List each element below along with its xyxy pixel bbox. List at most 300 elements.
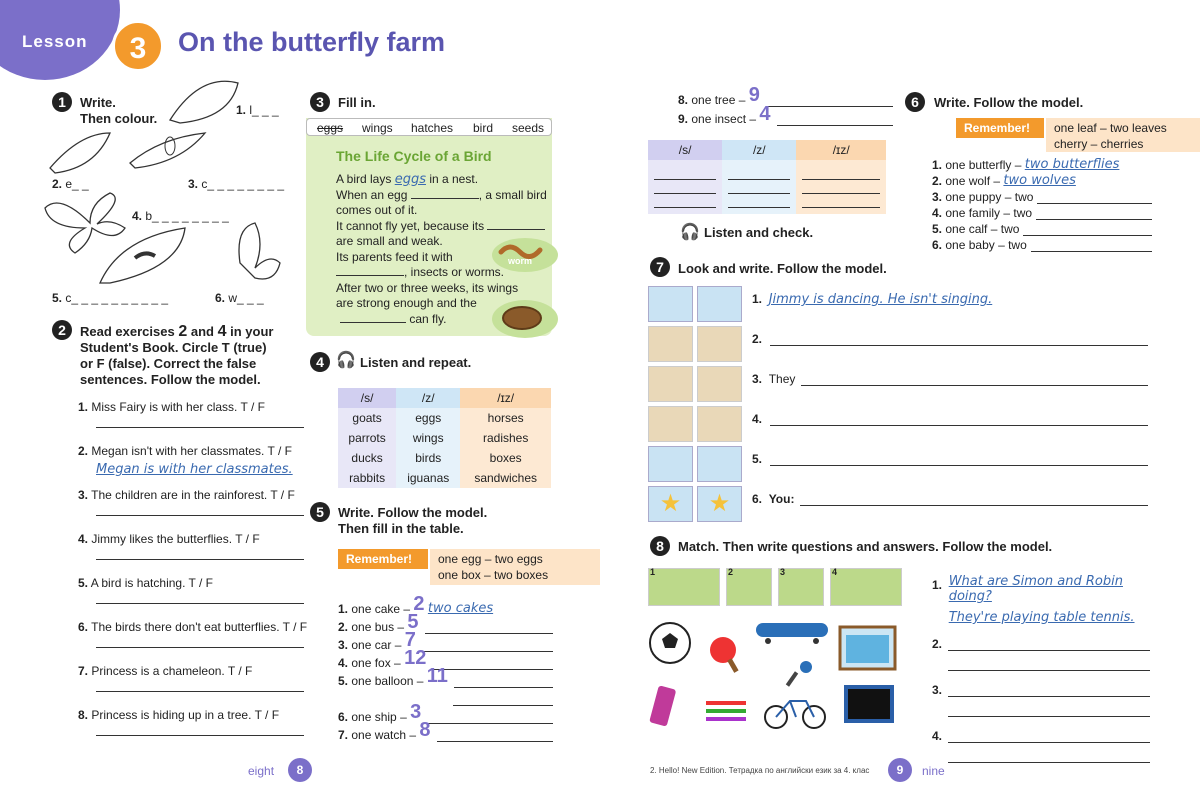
table-header: /s/: [338, 388, 396, 408]
item-number: 3.: [932, 190, 943, 204]
exercise-1-title-line: Write.: [80, 95, 116, 110]
exercise-5-continued-list: [678, 84, 893, 126]
item-number: 1.: [752, 292, 763, 306]
answer-line[interactable]: [422, 638, 553, 652]
ex1-item-6: [215, 291, 264, 305]
pencils-icon: [706, 701, 746, 721]
list-item: [932, 574, 1150, 625]
item-text: The birds there don't eat butterflies.: [91, 620, 280, 634]
exercise-7-pictures: [648, 286, 748, 522]
exercise-6-list: [932, 156, 1152, 252]
list-item: [678, 103, 893, 126]
remember-label: Remember!: [338, 549, 428, 569]
blank-line[interactable]: [487, 229, 545, 230]
table-tennis-bat-icon: [710, 637, 739, 673]
answer-line[interactable]: [425, 620, 553, 634]
text-fragment: comes out of it.: [336, 203, 418, 217]
picture-pair: [648, 446, 748, 482]
item-blank: l_ _ _: [249, 103, 279, 117]
text-fragment: It cannot fly yet, because its: [336, 218, 485, 233]
item-number: 8.: [78, 708, 89, 722]
headphones-icon: 🎧: [336, 352, 356, 369]
nest-icon: [502, 306, 542, 330]
item-number: 3.: [78, 488, 89, 502]
answer-line[interactable]: [96, 678, 304, 692]
list-item: [78, 444, 308, 488]
item-number: 2.: [78, 444, 89, 458]
exercise-5-number: 5: [310, 502, 330, 522]
true-false-choice[interactable]: T / F: [267, 444, 292, 458]
exercise-4-number: 4: [310, 352, 330, 372]
item-quantity: 5: [407, 611, 419, 633]
word-bank-word: hatches: [411, 121, 454, 135]
item-blank: c_ _ _ _ _ _ _ _ _ _: [65, 291, 169, 305]
dancing-picture: [648, 286, 693, 322]
item-blank: c_ _ _ _ _ _ _ _: [201, 177, 285, 191]
answer-line[interactable]: [948, 729, 1150, 743]
item-number: 4.: [78, 532, 89, 546]
page-number-right: 9: [888, 758, 912, 782]
text-fragment: are strong enough and the: [336, 296, 477, 310]
text-fragment: in a nest.: [429, 172, 479, 186]
item-text: Princess is hiding up in a tree.: [91, 708, 252, 722]
table-cell[interactable]: [796, 160, 886, 214]
chrysalis-drawing: [165, 137, 175, 155]
ex1-item-5: [52, 291, 168, 305]
list-item: [752, 492, 1148, 532]
word-bank-word: seeds: [512, 121, 545, 135]
page-number-left: 8: [288, 758, 312, 782]
item-number: 3.: [752, 372, 763, 386]
list-item: [752, 452, 1148, 492]
answer-line[interactable]: [1037, 190, 1152, 204]
title-text: sentences. Follow the model.: [80, 372, 261, 387]
answer-line[interactable]: [770, 452, 1148, 466]
ex1-item-4: [132, 209, 229, 223]
true-false-choice[interactable]: T / F: [227, 664, 253, 678]
answer-line[interactable]: [948, 637, 1150, 651]
children-picture-3: [778, 568, 824, 606]
exercise-7-list: [752, 292, 1148, 532]
item-number: 1.: [236, 103, 247, 117]
football-icon: [650, 623, 690, 663]
answer-line[interactable]: [454, 674, 553, 688]
item-quantity: 12: [404, 647, 427, 669]
answer-line[interactable]: [948, 749, 1150, 763]
list-item: [752, 292, 1148, 332]
table-cell[interactable]: [722, 160, 796, 214]
remember-label: Remember!: [956, 118, 1044, 138]
answer-line[interactable]: [1023, 222, 1152, 236]
swimming-pool-icon: [840, 627, 895, 669]
answer-line[interactable]: [801, 372, 1148, 386]
exercise-1-number: 1: [52, 92, 72, 112]
item-text: one car –: [351, 638, 402, 652]
picture-pair: [648, 366, 748, 402]
title-text: and: [190, 324, 214, 339]
microphone-icon: [786, 661, 812, 687]
answer-question[interactable]: What are Simon and Robin doing?: [948, 574, 1123, 604]
fill-sounds-table: [648, 140, 886, 214]
picture-number: 1: [650, 567, 656, 577]
answer-line[interactable]: [96, 546, 304, 560]
answer-line[interactable]: [96, 502, 304, 516]
picture-pair: [648, 406, 748, 442]
word-bank-word: eggs: [317, 121, 344, 135]
mobile-phone-icon: [649, 685, 676, 726]
answer-text[interactable]: eggs: [394, 172, 426, 187]
list-item: [752, 332, 1148, 372]
title-number: 4: [217, 323, 227, 340]
item-number: 4.: [932, 729, 943, 743]
item-text: one puppy – two: [945, 190, 1034, 204]
item-number: 2.: [932, 174, 943, 188]
running-picture: [648, 406, 693, 442]
item-number: 4.: [132, 209, 143, 223]
list-item: [932, 188, 1152, 204]
item-quantity: 7: [404, 629, 416, 651]
answer-line[interactable]: [770, 412, 1148, 426]
remember-rule: one leaf – two leaves: [1054, 121, 1167, 135]
item-text: Jimmy likes the butterflies.: [91, 532, 233, 546]
exercise-8-title: Match. Then write questions and answers. Follow the model.: [678, 539, 1053, 554]
item-number: 1.: [932, 578, 943, 592]
item-number: 6.: [78, 620, 89, 634]
picture-number: 4: [832, 567, 838, 577]
star-icon: ★: [648, 486, 693, 522]
remember-rule: cherry – cherries: [1054, 137, 1144, 151]
reading-picture: [697, 446, 742, 482]
answer-line[interactable]: [770, 332, 1148, 346]
answer-line[interactable]: [766, 93, 893, 107]
exercise-3-title: Fill in.: [338, 95, 376, 110]
text-fragment: , a small bird: [478, 187, 547, 202]
flute-picture: [648, 366, 693, 402]
item-text: A bird is hatching.: [90, 576, 186, 590]
list-item: [78, 576, 308, 620]
list-item: [78, 488, 308, 532]
phone-picture: [648, 446, 693, 482]
exercise-5-list: [338, 593, 553, 742]
table-header: /z/: [396, 388, 460, 408]
remember-box: [430, 549, 600, 585]
true-false-choice[interactable]: T / F: [254, 708, 280, 722]
list-item: [338, 629, 553, 652]
answer-text[interactable]: Megan is with her classmates.: [96, 462, 293, 477]
item-number: 4.: [752, 412, 763, 426]
item-text: one baby – two: [945, 238, 1027, 252]
exercise-8-list: [932, 574, 1150, 763]
true-false-choice[interactable]: T / F: [282, 620, 308, 634]
item-text: one watch –: [351, 728, 417, 742]
item-quantity: 4: [759, 103, 771, 125]
ex1-item-1: [236, 103, 279, 117]
text-fragment: are small and weak.: [336, 234, 443, 248]
item-number: 9.: [678, 112, 689, 126]
exercise-1-title-line: Then colour.: [80, 111, 158, 126]
children-picture-4: [830, 568, 902, 606]
exercise-2-title: [80, 324, 300, 388]
table-header: /ɪz/: [460, 388, 551, 408]
item-text: one wolf –: [945, 174, 1001, 188]
activity-objects: [648, 615, 903, 730]
item-text: Princess is a chameleon.: [91, 664, 225, 678]
item-number: 1.: [78, 400, 89, 414]
item-number: 7.: [78, 664, 89, 678]
ex1-item-3: [188, 177, 284, 191]
item-text: one tree –: [691, 93, 746, 107]
ex1-item-2: [52, 177, 89, 191]
list-item: [932, 156, 1152, 172]
word-bank-word: bird: [473, 121, 494, 135]
drawing-picture: [697, 326, 742, 362]
item-number: 1.: [932, 158, 943, 172]
item-number: 5.: [932, 222, 943, 236]
table-cell[interactable]: [648, 160, 722, 214]
list-item: [932, 172, 1152, 188]
item-number: 3.: [338, 638, 349, 652]
caterpillar-drawing: [135, 253, 155, 258]
exercise-7-number: 7: [650, 257, 670, 277]
table-cell: wings: [396, 428, 460, 448]
item-number: 5.: [52, 291, 63, 305]
skateboard-icon: [756, 623, 828, 644]
exercise-2-list: [78, 400, 308, 752]
text-fragment: Its parents feed it with: [336, 249, 453, 264]
title-text: Student's Book. Circle T (true): [80, 340, 267, 355]
answer-line[interactable]: [96, 414, 304, 428]
title-text: Write. Follow the model.: [338, 505, 488, 520]
star-icon: ★: [697, 486, 742, 522]
blank-line[interactable]: [411, 198, 479, 199]
item-number: 4.: [932, 206, 943, 220]
item-number: 5.: [78, 576, 89, 590]
item-blank: w_ _ _: [228, 291, 264, 305]
list-item: [78, 620, 308, 664]
text-fragment: After two or three weeks, its wings: [336, 280, 519, 295]
item-number: 5.: [752, 452, 763, 466]
answer-line[interactable]: [948, 657, 1150, 671]
exercise-6-title: Write. Follow the model.: [934, 95, 1084, 110]
item-number: 2.: [932, 637, 943, 651]
lesson-number: 3: [112, 20, 164, 72]
text-fragment: can fly.: [409, 311, 447, 326]
table-cell: goats: [338, 408, 396, 428]
answer-line[interactable]: [427, 710, 553, 724]
blank-line[interactable]: [340, 322, 406, 323]
item-text: Megan isn't with her classmates.: [91, 444, 265, 458]
answer-line[interactable]: [1036, 206, 1152, 220]
list-item: [752, 372, 1148, 412]
answer-line[interactable]: [453, 692, 553, 706]
television-icon: [844, 685, 894, 723]
page-word-right: nine: [922, 764, 945, 778]
text-fragment: A bird lays: [336, 172, 392, 186]
table-header: /z/: [722, 140, 796, 160]
list-item: [78, 400, 308, 444]
list-item: [78, 532, 308, 576]
exercise-2-number: 2: [52, 320, 72, 340]
answer-line[interactable]: [948, 703, 1150, 717]
item-text: one calf – two: [945, 222, 1020, 236]
lesson-label: Lesson: [22, 32, 88, 51]
list-item: [78, 708, 308, 752]
answer-text[interactable]: two cakes: [427, 601, 494, 616]
list-item: [932, 683, 1150, 717]
table-cell: birds: [396, 448, 460, 468]
item-number: 2.: [52, 177, 63, 191]
item-text: one insect –: [691, 112, 757, 126]
tennis-picture: [697, 406, 742, 442]
answer-line[interactable]: [96, 634, 304, 648]
listen-and-check: Listen and check.: [704, 225, 814, 240]
true-false-choice[interactable]: T / F: [235, 532, 260, 546]
remember-rule: one box – two boxes: [438, 568, 549, 582]
table-cell: ducks: [338, 448, 396, 468]
exercise-8-number: 8: [650, 536, 670, 556]
item-number: 4.: [338, 656, 349, 670]
table-cell: sandwiches: [460, 468, 551, 488]
list-item: [78, 664, 308, 708]
item-text: You:: [768, 492, 795, 506]
true-false-choice[interactable]: T / F: [188, 576, 213, 590]
item-quantity: 2: [413, 593, 425, 615]
title-text: Read exercises: [80, 324, 175, 339]
blank-line[interactable]: [336, 275, 404, 276]
item-number: 3.: [932, 683, 943, 697]
bicycle-icon: [765, 701, 825, 728]
picture-number: 3: [780, 567, 786, 577]
title-text: Then fill in the table.: [338, 521, 464, 536]
answer-line[interactable]: [800, 492, 1148, 506]
title-text: in your: [230, 324, 274, 339]
list-item: [932, 220, 1152, 236]
piano-picture: [648, 326, 693, 362]
list-item: [338, 611, 553, 634]
leaf-drawing: [170, 81, 238, 123]
page-title: On the butterfly farm: [178, 27, 446, 57]
answer-line[interactable]: [948, 683, 1150, 697]
children-pictures: [648, 568, 902, 606]
exercise-5-title: [338, 505, 487, 537]
answer-text[interactable]: two butterflies: [1024, 157, 1120, 172]
list-item: [338, 665, 553, 688]
dancing-girls-picture: [697, 366, 742, 402]
word-bank: [306, 118, 552, 136]
word-bank-word: wings: [362, 121, 393, 135]
butterfly-drawing: [45, 193, 125, 253]
text-fragment: When an egg: [336, 187, 408, 202]
exercise-4-title: Listen and repeat.: [360, 355, 472, 370]
answer-text[interactable]: two wolves: [1003, 173, 1076, 188]
table-cell: eggs: [396, 408, 460, 428]
item-number: 6.: [752, 492, 763, 506]
item-quantity: 11: [426, 665, 448, 687]
life-cycle-title: The Life Cycle of a Bird: [336, 148, 492, 164]
item-number: 6.: [932, 238, 943, 252]
item-quantity: 3: [410, 701, 422, 723]
text-fragment: , insects or worms.: [404, 265, 505, 279]
page-word-left: eight: [248, 764, 275, 778]
true-false-choice[interactable]: T / F: [270, 488, 295, 502]
item-text: one fox –: [351, 656, 401, 670]
table-cell: parrots: [338, 428, 396, 448]
list-item: [338, 701, 553, 724]
item-text: one cake –: [351, 602, 411, 616]
picture-pair: [648, 486, 748, 522]
item-text: They: [768, 372, 796, 386]
worm-label: worm: [508, 256, 533, 266]
table-cell: rabbits: [338, 468, 396, 488]
list-item: [932, 729, 1150, 763]
title-text: or F (false). Correct the false: [80, 356, 257, 371]
item-number: 2.: [338, 620, 349, 634]
picture-number: 2: [728, 567, 734, 577]
item-text: one ship –: [351, 710, 407, 724]
true-false-choice[interactable]: T / F: [240, 400, 265, 414]
list-item: [338, 593, 553, 616]
answer-line[interactable]: [1031, 238, 1152, 252]
table-header: /s/: [648, 140, 722, 160]
table-cell: horses: [460, 408, 551, 428]
item-text: one bus –: [351, 620, 405, 634]
children-picture-1: [648, 568, 720, 606]
list-item: [338, 688, 553, 706]
headphones-icon: 🎧: [680, 224, 700, 241]
item-number: 7.: [338, 728, 349, 742]
table-cell: radishes: [460, 428, 551, 448]
item-number: 6.: [215, 291, 226, 305]
answer-line[interactable]: [437, 728, 553, 742]
answer-line[interactable]: [96, 722, 304, 736]
singing-picture: [697, 286, 742, 322]
list-item: [932, 637, 1150, 671]
item-number: 2.: [752, 332, 763, 346]
answer-line[interactable]: [777, 112, 893, 126]
exercise-3-number: 3: [310, 92, 330, 112]
list-item: [752, 412, 1148, 452]
item-text: one balloon –: [351, 674, 424, 688]
exercise-7-title: Look and write. Follow the model.: [678, 261, 887, 276]
table-cell: iguanas: [396, 468, 460, 488]
children-picture-2: [726, 568, 772, 606]
list-item: [338, 719, 553, 742]
picture-pair: [648, 286, 748, 322]
item-text: Miss Fairy is with her class.: [91, 400, 238, 414]
answer-text[interactable]: Jimmy is dancing. He isn't singing.: [768, 292, 993, 307]
item-number: 6.: [338, 710, 349, 724]
picture-pair: [648, 326, 748, 362]
answer-line[interactable]: [96, 590, 304, 604]
item-number: 8.: [678, 93, 689, 107]
footer-credit: 2. Hello! New Edition. Тетрадка по английски език за 4. клас: [650, 766, 870, 775]
sounds-table: [338, 388, 551, 488]
list-item: [678, 84, 893, 107]
table-cell: boxes: [460, 448, 551, 468]
small-butterfly-drawing: [239, 223, 280, 279]
exercise-6-number: 6: [905, 92, 925, 112]
title-number: 2: [178, 323, 188, 340]
item-text: one butterfly –: [945, 158, 1022, 172]
item-quantity: 9: [748, 84, 760, 106]
egg-leaf-drawing: [50, 133, 110, 173]
answer-sentence[interactable]: They're playing table tennis.: [948, 610, 1135, 625]
item-number: 5.: [338, 674, 349, 688]
remember-box: [1046, 118, 1200, 152]
answer-line[interactable]: [432, 656, 553, 670]
item-text: The children are in the rainforest.: [91, 488, 268, 502]
list-item: [932, 236, 1152, 252]
